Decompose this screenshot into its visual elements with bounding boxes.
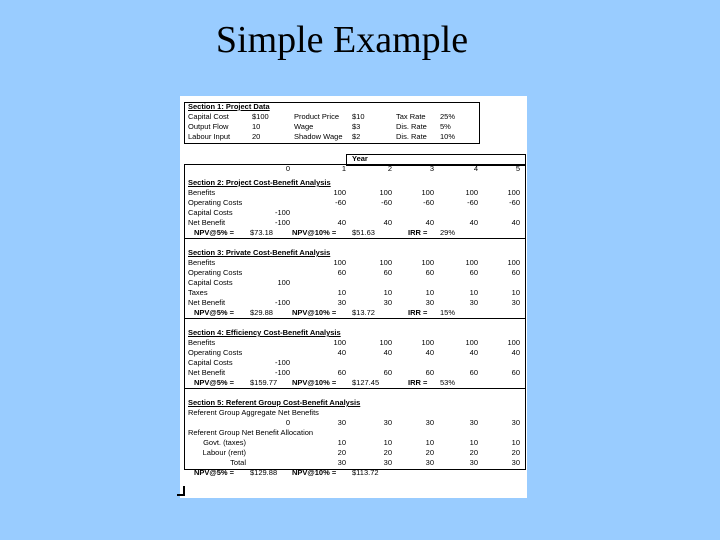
table-row <box>180 278 527 288</box>
row-label: Benefits <box>188 188 216 197</box>
value-cell: 30 <box>469 418 478 427</box>
table-row <box>180 348 527 358</box>
row-label: Labour (rent) <box>202 448 246 457</box>
cell: $3 <box>352 122 361 131</box>
divider <box>184 238 525 239</box>
table-row <box>180 268 527 278</box>
year-cell: 3 <box>429 164 434 173</box>
row-label: Benefits <box>188 338 216 347</box>
npv-label: NPV@5% = <box>194 468 235 477</box>
row-label: Total <box>230 458 246 467</box>
irr-label: IRR = <box>408 228 428 237</box>
value-cell: 100 <box>333 188 346 197</box>
value-cell: 60 <box>337 368 346 377</box>
npv-value: $113.72 <box>352 468 379 477</box>
row-label: Net Benefit <box>188 218 226 227</box>
table-row <box>180 458 527 468</box>
table-row <box>180 438 527 448</box>
value-cell: 0 <box>285 418 290 427</box>
value-cell: 10 <box>337 438 346 447</box>
value-cell: -60 <box>509 198 520 207</box>
irr-value: 53% <box>440 378 456 387</box>
row-label: Capital Costs <box>188 358 233 367</box>
value-cell: 100 <box>379 258 392 267</box>
value-cell: 10 <box>511 288 520 297</box>
cell: 10 <box>252 122 261 131</box>
value-cell: -60 <box>423 198 434 207</box>
table-row <box>180 448 527 458</box>
value-cell: 10 <box>469 438 478 447</box>
value-cell: 30 <box>425 458 434 467</box>
npv-value: $159.77 <box>250 378 278 387</box>
section4 <box>180 328 527 388</box>
value-cell: 30 <box>337 458 346 467</box>
year-header <box>180 154 527 174</box>
value-cell: 10 <box>425 288 434 297</box>
npv-label: NPV@10% = <box>292 468 337 477</box>
corner-bracket-icon <box>177 486 185 496</box>
value-cell: -60 <box>335 198 346 207</box>
npv-label: NPV@10% = <box>292 378 337 387</box>
spreadsheet <box>180 96 527 498</box>
section3 <box>180 248 527 318</box>
npv-row <box>180 378 527 388</box>
section1 <box>180 102 527 142</box>
value-cell: 30 <box>469 298 478 307</box>
section2-title: Section 2: Project Cost-Benefit Analysis <box>188 178 331 187</box>
cell: Tax Rate <box>396 112 426 121</box>
row-label: Taxes <box>188 288 208 297</box>
npv-row <box>180 468 527 478</box>
value-cell: 40 <box>469 218 478 227</box>
divider <box>184 318 525 319</box>
npv-label: NPV@5% = <box>194 378 235 387</box>
table-row <box>180 218 527 228</box>
value-cell: 40 <box>425 218 434 227</box>
value-cell: 100 <box>379 338 392 347</box>
value-cell: 100 <box>421 338 434 347</box>
value-cell: 10 <box>383 288 392 297</box>
value-cell: 10 <box>337 288 346 297</box>
value-cell: 40 <box>337 348 346 357</box>
value-cell: 60 <box>469 268 478 277</box>
section2 <box>180 178 527 238</box>
value-cell: 100 <box>333 338 346 347</box>
year-cell: 0 <box>285 164 290 173</box>
project-data-row <box>180 112 527 122</box>
table-row <box>180 358 527 368</box>
value-cell: 100 <box>379 188 392 197</box>
row-label: Capital Costs <box>188 208 233 217</box>
value-cell: 40 <box>511 348 520 357</box>
row-label: Net Benefit <box>188 368 226 377</box>
npv-row <box>180 308 527 318</box>
row-label: Capital Costs <box>188 278 233 287</box>
value-cell: 100 <box>421 188 434 197</box>
npv-value: $51.63 <box>352 228 375 237</box>
table-row <box>180 258 527 268</box>
year-label: Year <box>352 154 368 163</box>
section5-title: Section 5: Referent Group Cost-Benefit Analysis <box>188 398 361 407</box>
npv-value: $127.45 <box>352 378 380 387</box>
value-cell: 30 <box>337 418 346 427</box>
value-cell: 10 <box>425 438 434 447</box>
year-cell: 4 <box>473 164 478 173</box>
table-row <box>180 208 527 218</box>
cell: Dis. Rate <box>396 122 427 131</box>
table-row <box>180 298 527 308</box>
value-cell: 40 <box>383 348 392 357</box>
cell: 10% <box>440 132 456 141</box>
section4-title: Section 4: Efficiency Cost-Benefit Analysis <box>188 328 341 337</box>
cell: $2 <box>352 132 361 141</box>
value-cell: 30 <box>383 418 392 427</box>
table-row <box>180 418 527 428</box>
value-cell: 20 <box>511 448 520 457</box>
npv-value: $29.88 <box>250 308 273 317</box>
year-cell: 1 <box>341 164 346 173</box>
value-cell: 30 <box>337 298 346 307</box>
row-label: Net Benefit <box>188 298 226 307</box>
value-cell: 40 <box>469 348 478 357</box>
value-cell: -100 <box>274 368 290 377</box>
irr-value: 15% <box>440 308 456 317</box>
npv-row <box>180 228 527 238</box>
cell: 25% <box>440 112 456 121</box>
cell: Dis. Rate <box>396 132 427 141</box>
value-cell: 10 <box>511 438 520 447</box>
value-cell: 40 <box>337 218 346 227</box>
row-label: Govt. (taxes) <box>203 438 246 447</box>
slide-title: Simple Example <box>215 19 469 61</box>
table-row <box>180 368 527 378</box>
value-cell <box>260 188 290 198</box>
value-cell: 60 <box>511 368 520 377</box>
value-cell: 100 <box>465 258 478 267</box>
row-label: Operating Costs <box>188 198 243 207</box>
row-label: Operating Costs <box>188 348 243 357</box>
value-cell: 100 <box>507 258 520 267</box>
table-row <box>180 338 527 348</box>
value-cell: 60 <box>383 268 392 277</box>
value-cell: 60 <box>425 368 434 377</box>
divider <box>184 388 525 389</box>
value-cell: -60 <box>467 198 478 207</box>
value-cell: -100 <box>274 358 290 367</box>
project-data-row <box>180 122 527 132</box>
cell: $10 <box>352 112 365 121</box>
cell: Capital Cost <box>188 112 229 121</box>
value-cell: 60 <box>469 368 478 377</box>
row-label: Operating Costs <box>188 268 243 277</box>
year-cell: 2 <box>387 164 392 173</box>
npv-value: $129.88 <box>250 468 278 477</box>
value-cell: 30 <box>511 458 520 467</box>
value-cell: 30 <box>425 418 434 427</box>
section5 <box>180 398 527 478</box>
npv-value: $13.72 <box>352 308 375 317</box>
value-cell: -100 <box>274 218 290 227</box>
value-cell: 100 <box>465 338 478 347</box>
value-cell: 60 <box>511 268 520 277</box>
value-cell: 100 <box>277 278 290 287</box>
table-row <box>180 188 527 198</box>
value-cell: 10 <box>469 288 478 297</box>
npv-label: NPV@5% = <box>194 308 235 317</box>
irr-label: IRR = <box>408 308 428 317</box>
value-cell: 40 <box>511 218 520 227</box>
value-cell: 100 <box>465 188 478 197</box>
value-cell: -60 <box>381 198 392 207</box>
year-cell: 5 <box>515 164 520 173</box>
value-cell <box>260 198 290 208</box>
project-data-row <box>180 132 527 142</box>
row-label: Benefits <box>188 258 216 267</box>
cell: Product Price <box>294 112 340 121</box>
cell: 5% <box>440 122 451 131</box>
value-cell: 20 <box>469 448 478 457</box>
value-cell: 20 <box>337 448 346 457</box>
cell: Wage <box>294 122 314 131</box>
table-row <box>180 198 527 208</box>
npv-label: NPV@5% = <box>194 228 235 237</box>
table-row <box>180 288 527 298</box>
value-cell: 100 <box>507 188 520 197</box>
value-cell: 30 <box>383 298 392 307</box>
value-cell: 100 <box>333 258 346 267</box>
irr-label: IRR = <box>408 378 428 387</box>
cell: $100 <box>252 112 269 121</box>
npv-label: NPV@10% = <box>292 308 337 317</box>
value-cell: 10 <box>383 438 392 447</box>
value-cell: 40 <box>383 218 392 227</box>
value-cell: -100 <box>274 298 290 307</box>
aggregate-label: Referent Group Aggregate Net Benefits <box>188 408 319 417</box>
npv-label: NPV@10% = <box>292 228 337 237</box>
value-cell: 30 <box>469 458 478 467</box>
value-cell: 30 <box>425 298 434 307</box>
npv-value: $73.18 <box>250 228 273 237</box>
value-cell: 20 <box>383 448 392 457</box>
value-cell: 30 <box>383 458 392 467</box>
irr-value: 29% <box>440 228 456 237</box>
value-cell: 40 <box>425 348 434 357</box>
value-cell: 30 <box>511 418 520 427</box>
year-row <box>180 164 527 174</box>
value-cell: -100 <box>274 208 290 217</box>
cell: Labour Input <box>188 132 231 141</box>
value-cell: 30 <box>511 298 520 307</box>
section1-title: Section 1: Project Data <box>188 102 270 111</box>
value-cell: 20 <box>425 448 434 457</box>
section3-title: Section 3: Private Cost-Benefit Analysis <box>188 248 331 257</box>
cell: 20 <box>252 132 261 141</box>
value-cell: 100 <box>421 258 434 267</box>
value-cell: 60 <box>425 268 434 277</box>
allocation-label: Referent Group Net Benefit Allocation <box>188 428 314 437</box>
value-cell: 60 <box>337 268 346 277</box>
cell: Output Flow <box>188 122 229 131</box>
value-cell: 100 <box>507 338 520 347</box>
cell: Shadow Wage <box>294 132 343 141</box>
value-cell: 60 <box>383 368 392 377</box>
